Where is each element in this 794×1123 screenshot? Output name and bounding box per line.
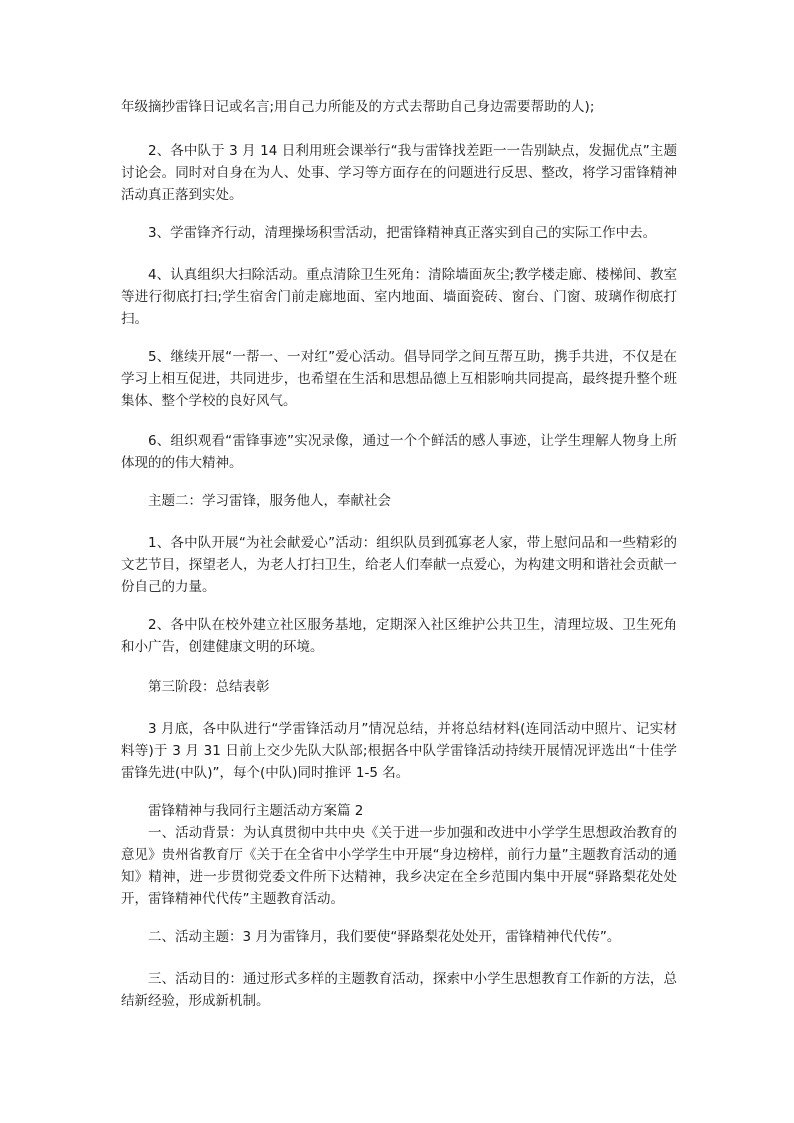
paragraph-theme: 二、活动主题：3 月为雷锋月，我们要使“驿路梨花处处开，雷锋精神代代传”。 bbox=[148, 929, 621, 945]
section-heading-stage-3: 第三阶段：总结表彰 bbox=[148, 679, 270, 695]
paragraph-item-6: 6、组织观看“雷锋事迹”实况录像，通过一个个鲜活的感人事迹，让学生理解人物身上所体现的的伟大精神。 bbox=[121, 433, 677, 471]
article-title-part-2: 雷锋精神与我同行主题活动方案篇 2 bbox=[148, 803, 364, 819]
paragraph-item-3: 3、学雷锋齐行动，清理操场积雪活动，把雷锋精神真正落实到自己的实际工作中去。 bbox=[148, 225, 657, 241]
paragraph-purpose: 三、活动目的：通过形式多样的主题教育活动，探索中小学生思想教育工作新的方法，总结新经验，形成新机制。 bbox=[121, 971, 677, 1009]
paragraph-theme2-item-2: 2、各中队在校外建立社区服务基地，定期深入社区维护公共卫生，清理垃圾、卫生死角和小广告，创建健康文明的环境。 bbox=[121, 617, 677, 655]
paragraph-summary: 3 月底，各中队进行“学雷锋活动月”情况总结，并将总结材料(连同活动中照片、记实材料等)于 3 月 31 日前上交少先队大队部;根据各中队学雷锋活动持续开展情况评选出“十佳学雷锋先进(中队)”，每个(中队)同时推评 1-5 名。 bbox=[121, 721, 677, 781]
section-heading-theme-2: 主题二：学习雷锋，服务他人，奉献社会 bbox=[148, 493, 391, 509]
paragraph-theme2-item-1: 1、各中队开展“为社会献爱心”活动：组织队员到孤寡老人家，带上慰问品和一些精彩的文艺节目，探望老人，为老人打扫卫生，给老人们奉献一点爱心，为构建文明和谐社会贡献一份自己的力量。 bbox=[121, 535, 677, 595]
paragraph-item-5: 5、继续开展“一帮一、一对红”爱心活动。倡导同学之间互帮互助，携手共进，不仅是在学习上相互促进，共同进步，也希望在生活和思想品德上互相影响共同提高，最终提升整个班集体、整个学校的良好风气。 bbox=[121, 349, 677, 409]
paragraph-background: 一、活动背景：为认真贯彻中共中央《关于进一步加强和改进中小学学生思想政治教育的意见》贵州省教育厅《关于在全省中小学学生中开展“身边榜样，前行力量”主题教育活动的通知》精神，进一步贯彻党委文件所下达精神，我乡决定在全乡范围内集中开展“驿路梨花处处开，雷锋精神代代传”主题教育活动。 bbox=[121, 825, 677, 907]
paragraph-item-2: 2、各中队于 3 月 14 日利用班会课举行“我与雷锋找差距一一告别缺点，发掘优点”主题讨论会。同时对自身在为人、处事、学习等方面存在的问题进行反思、整改，将学习雷锋精神活动真正落到实处。 bbox=[121, 143, 677, 203]
paragraph-continued: 年级摘抄雷锋日记或名言;用自己力所能及的方式去帮助自己身边需要帮助的人); bbox=[121, 99, 595, 115]
paragraph-item-4: 4、认真组织大扫除活动。重点清除卫生死角：清除墙面灰尘;教学楼走廊、楼梯间、教室等进行彻底打扫;学生宿舍门前走廊地面、室内地面、墙面瓷砖、窗台、门窗、玻璃作彻底打扫。 bbox=[121, 267, 677, 327]
